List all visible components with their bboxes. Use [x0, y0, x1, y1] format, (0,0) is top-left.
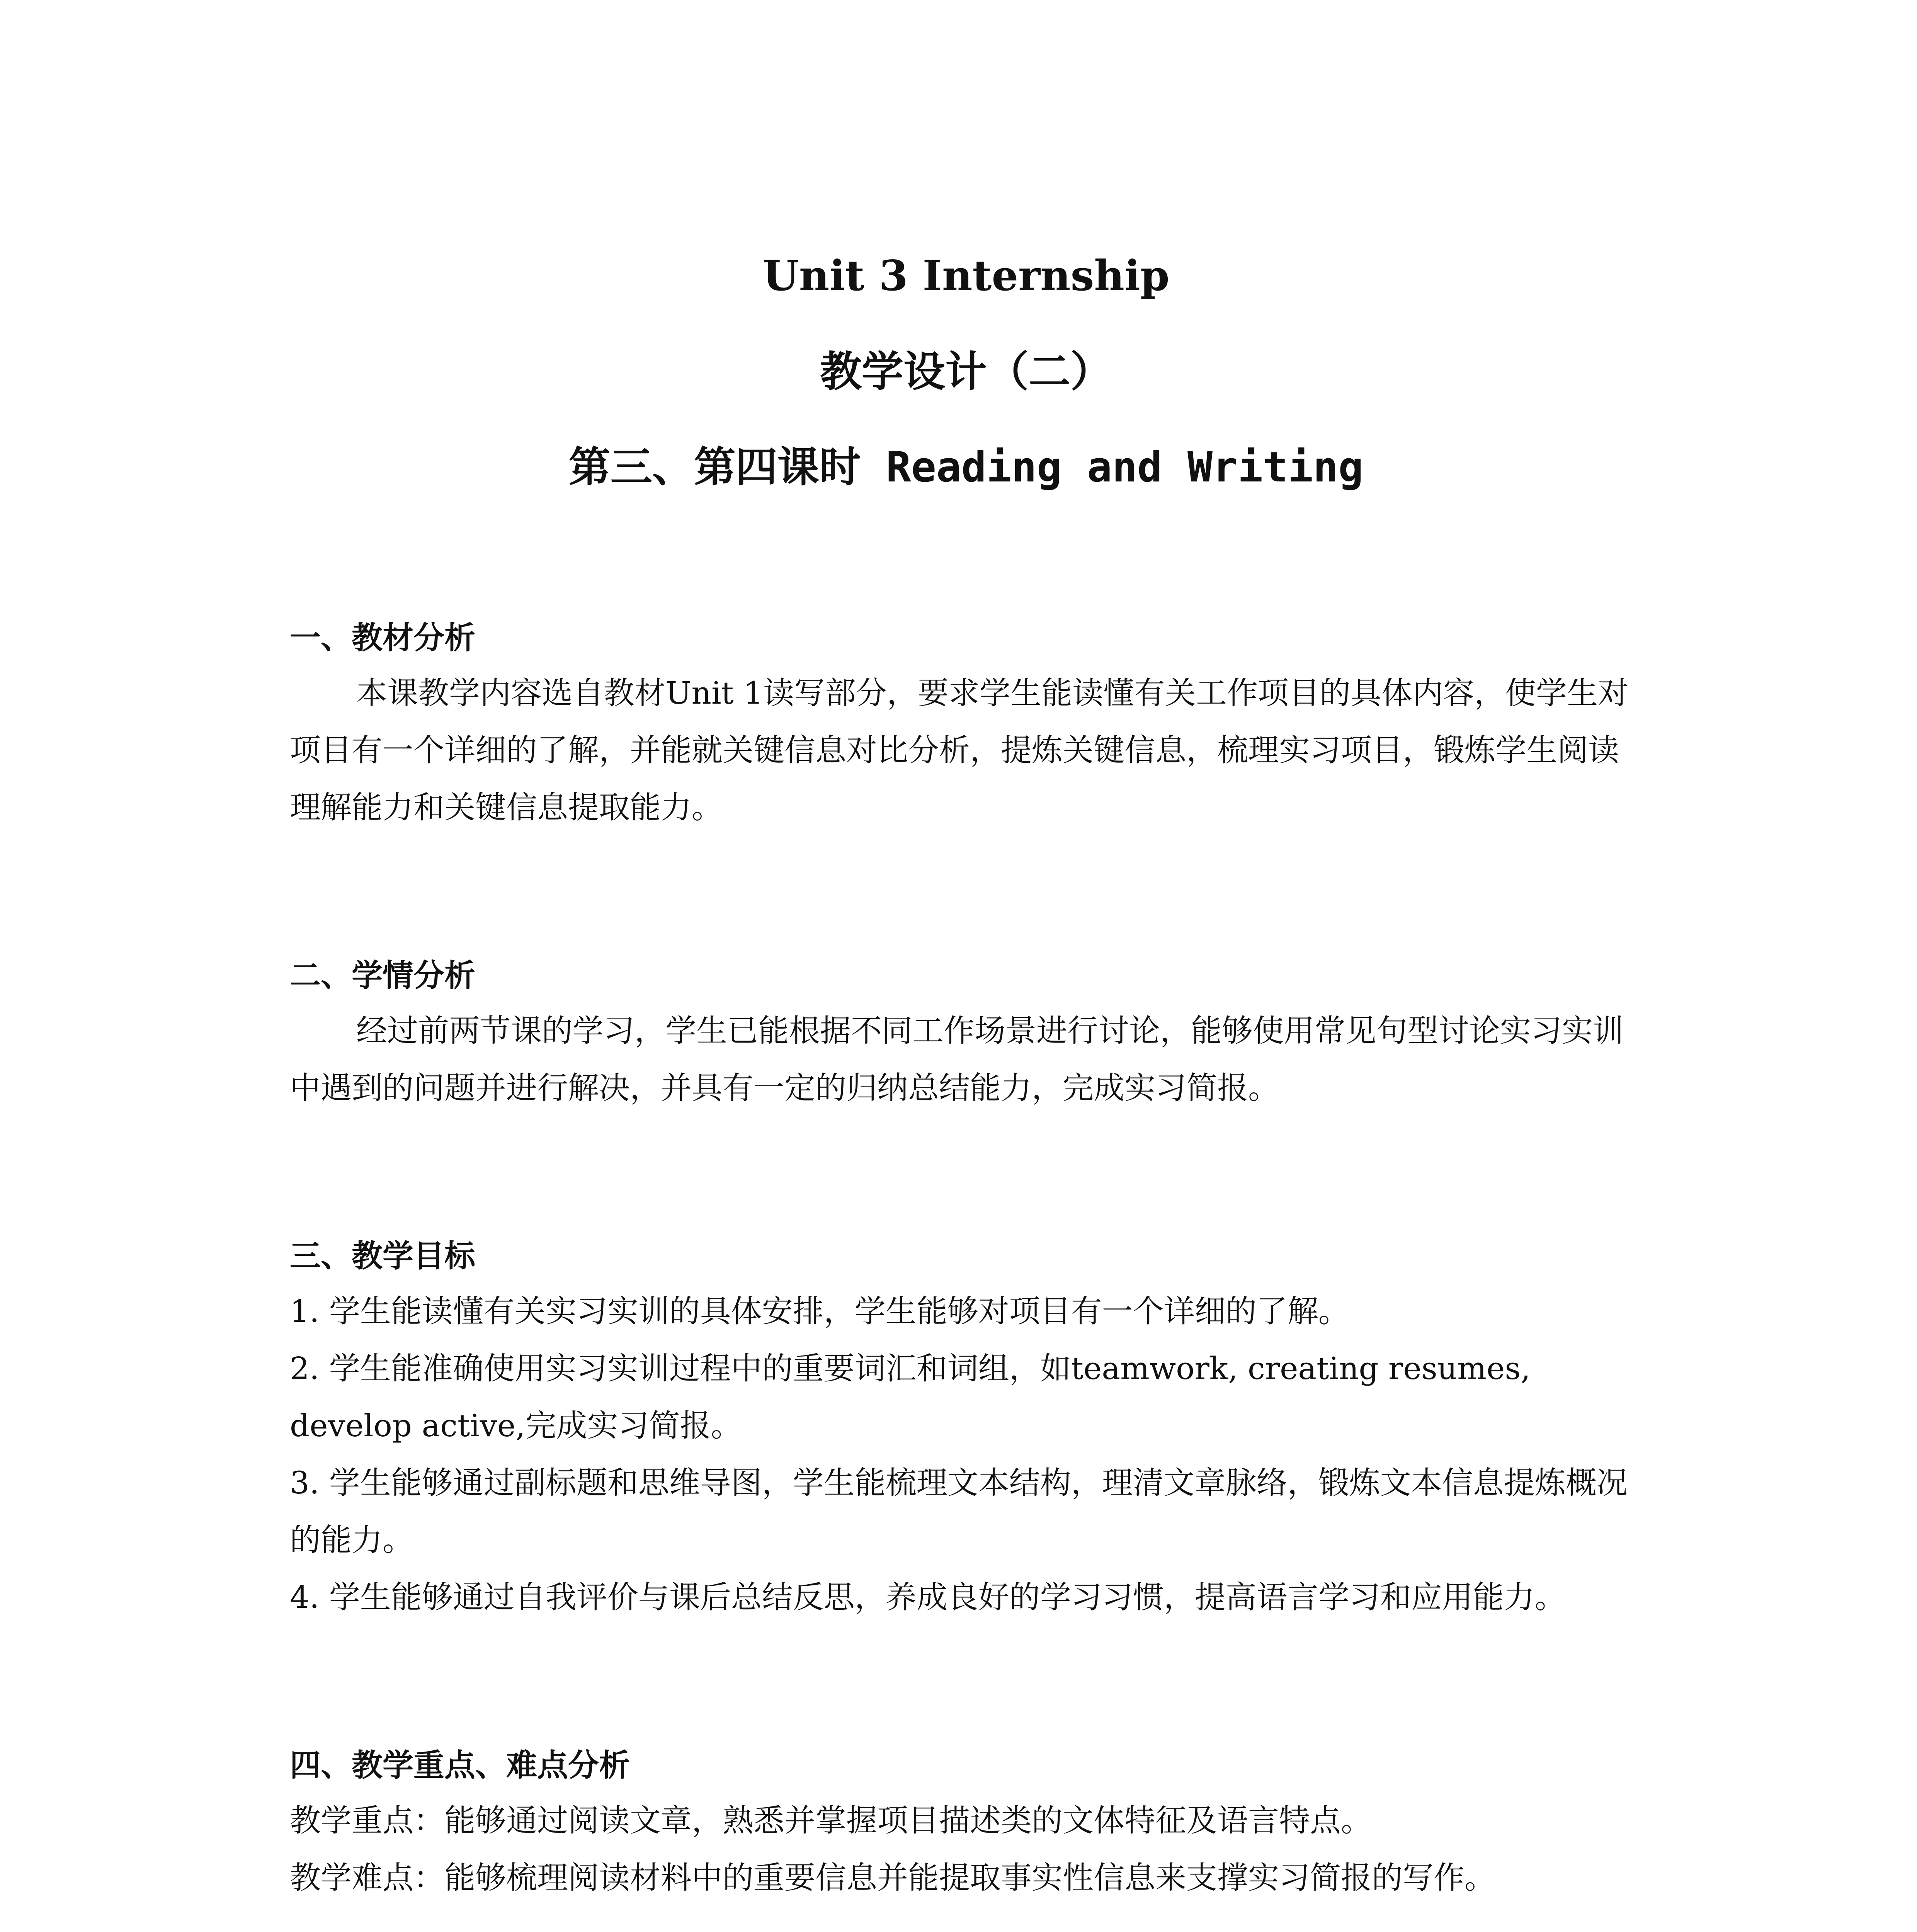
- key-point: 教学重点：能够通过阅读文章，熟悉并掌握项目描述类的文体特征及语言特点。: [290, 1802, 1372, 1838]
- section-heading: 三、教学目标: [290, 1237, 475, 1274]
- section-heading: 二、学情分析: [290, 957, 475, 993]
- section-textbook-analysis: [290, 611, 1642, 836]
- objective-item: 1. 学生能读懂有关实习实训的具体安排，学生能够对项目有一个详细的了解。: [290, 1293, 1349, 1329]
- document-subtitle: 教学设计（二）: [820, 347, 1112, 396]
- document-page: [290, 232, 1642, 1932]
- section-teaching-objectives: [290, 1229, 1642, 1626]
- lesson-title-cn: 第三、第四课时: [568, 443, 861, 492]
- section-heading: 一、教材分析: [290, 619, 475, 656]
- section-student-analysis: [290, 948, 1642, 1117]
- section-heading: 四、教学重点、难点分析: [290, 1747, 630, 1783]
- document-title: Unit 3 Internship: [762, 252, 1170, 300]
- lesson-title-en: Reading and Writing: [861, 443, 1364, 492]
- objective-item: 2. 学生能准确使用实习实训过程中的重要词汇和词组，如teamwork, creating resumes, develop active,完成实习简报。: [290, 1350, 1531, 1444]
- section-paragraph: 本课教学内容选自教材Unit 1读写部分，要求学生能读懂有关工作项目的具体内容，使学生对项目有一个详细的了解，并能就关键信息对比分析，提炼关键信息，梳理实习项目，锻炼学生阅读理解能力和关键信息提取能力。: [290, 675, 1629, 825]
- lesson-title: [290, 442, 1642, 493]
- objective-item: 3. 学生能够通过副标题和思维导图，学生能梳理文本结构，理清文章脉络，锻炼文本信息提炼概况的能力。: [290, 1464, 1628, 1558]
- section-key-difficult-points: [290, 1738, 1642, 1906]
- difficult-point: 教学难点：能够梳理阅读材料中的重要信息并能提取事实性信息来支撑实习简报的写作。: [290, 1859, 1495, 1896]
- objective-item: 4. 学生能够通过自我评价与课后总结反思，养成良好的学习习惯，提高语言学习和应用能力。: [290, 1579, 1566, 1615]
- section-paragraph: 经过前两节课的学习，学生已能根据不同工作场景进行讨论，能够使用常见句型讨论实习实训中遇到的问题并进行解决，并具有一定的归纳总结能力，完成实习简报。: [290, 1012, 1624, 1106]
